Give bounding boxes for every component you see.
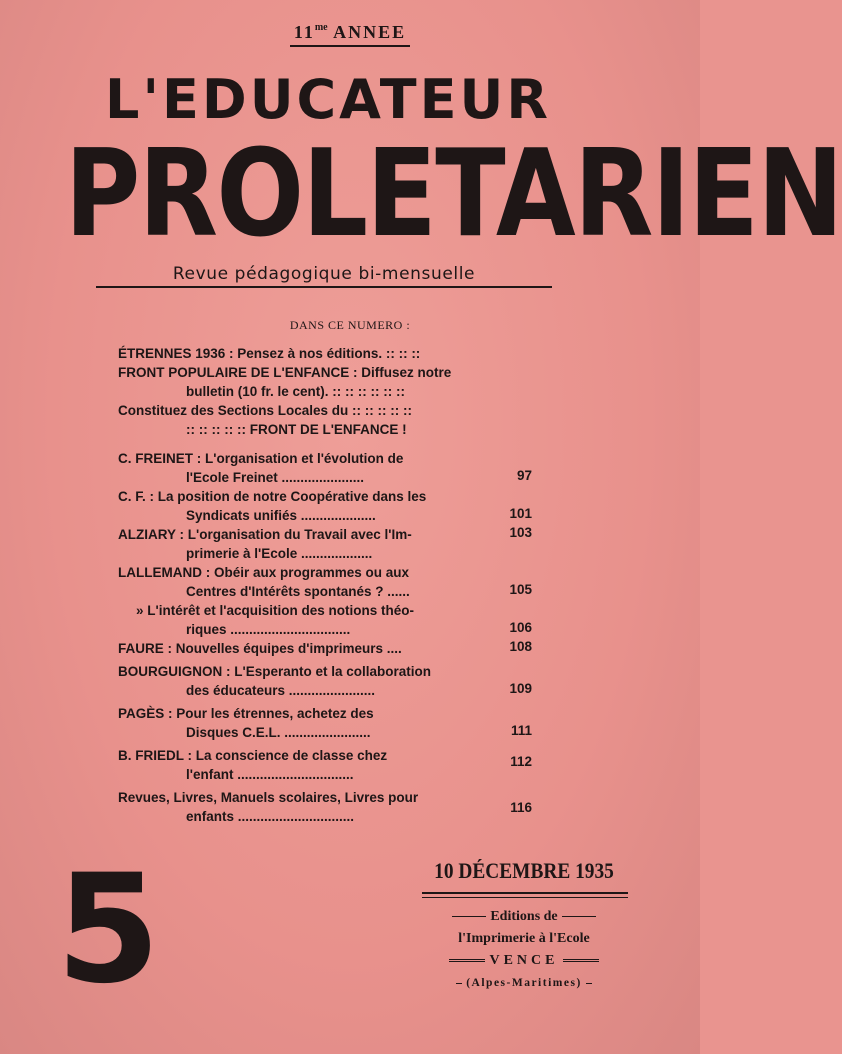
announcement-line: ÉTRENNES 1936 : Pensez à nos éditions. :: :: :: (118, 346, 421, 361)
toc-entry-line1: Revues, Livres, Manuels scolaires, Livres pour (118, 790, 419, 805)
toc-entry-page: 109 (509, 681, 532, 696)
toc-entry (118, 449, 538, 487)
toc-entry-page: 105 (509, 582, 532, 597)
year-label (0, 22, 700, 47)
toc-entry (118, 601, 538, 639)
issue-date: 10 DÉCEMBRE 1935 (434, 858, 614, 883)
toc-entry-line1: PAGÈS : Pour les étrennes, achetez des (118, 706, 374, 721)
announcement-line: Constituez des Sections Locales du :: :: :: :: :: (118, 403, 413, 418)
toc-entry-line1: C. F. : La position de notre Coopérative dans les (118, 489, 427, 504)
toc-entry (118, 746, 538, 784)
toc-entry-page: 97 (516, 468, 532, 483)
toc-entry-line2: des éducateurs ....................... (186, 683, 376, 698)
year-number: 11 (293, 22, 315, 42)
announcement-line: bulletin (10 fr. le cent). :: :: :: :: :: :: (186, 384, 405, 399)
toc-entry-line2: l'Ecole Freinet ...................... (186, 470, 365, 485)
year-suffix: me (314, 22, 328, 33)
publisher-city: VENCE (489, 953, 559, 968)
toc-entry-line2: primerie à l'Ecole ................... (186, 546, 373, 561)
toc-entry-line2: riques ................................ (186, 622, 351, 637)
toc-entry-page: 108 (509, 639, 532, 654)
toc-entry-line1: FAURE : Nouvelles équipes d'imprimeurs .... (118, 641, 402, 656)
toc-entry-line2: l'enfant ............................... (186, 767, 354, 782)
announcement-line: :: :: :: :: :: FRONT DE L'ENFANCE ! (186, 422, 407, 437)
toc-entry (118, 639, 538, 658)
toc-entry-line2: Syndicats unifiés .................... (186, 508, 376, 523)
toc-entry-page: 106 (509, 620, 532, 635)
subtitle: Revue pédagogique bi-mensuelle (96, 264, 552, 288)
toc-entry (118, 662, 538, 700)
title-line-2: PROLETARIEN (64, 125, 842, 264)
announcement-line: FRONT POPULAIRE DE L'ENFANCE : Diffusez notre (118, 365, 452, 380)
toc-entry (118, 788, 538, 826)
toc-entry-page: 101 (509, 506, 532, 521)
toc-entry (118, 525, 538, 563)
toc-entry-line1: B. FRIEDL : La conscience de classe chez (118, 748, 388, 763)
publisher-line2: l'Imprimerie à l'Ecole (458, 931, 590, 946)
publisher-line1: Editions de (490, 909, 558, 924)
toc-entry-page: 111 (510, 723, 532, 738)
toc-entry-page: 103 (509, 525, 532, 540)
divider (422, 892, 628, 898)
toc-entry-line1: LALLEMAND : Obéir aux programmes ou aux (118, 565, 410, 580)
year-word: ANNEE (333, 22, 407, 42)
toc-entry-page: 116 (510, 800, 532, 815)
publisher-block (418, 906, 630, 994)
toc-heading: DANS CE NUMERO : (289, 318, 411, 332)
toc-entry-line1: C. FREINET : L'organisation et l'évolution de (118, 451, 404, 466)
toc-entry-line1: » L'intérêt et l'acquisition des notions théo- (136, 603, 414, 618)
issue-number: 5 (56, 843, 161, 1017)
toc-entry (118, 704, 538, 742)
publisher-region: (Alpes-Maritimes) (466, 977, 582, 989)
toc-entry (118, 487, 538, 525)
toc-entry-page: 112 (510, 754, 532, 769)
toc-entry-line2: Disques C.E.L. ....................... (186, 725, 371, 740)
toc-entry-line1: BOURGUIGNON : L'Esperanto et la collaboration (118, 664, 431, 679)
toc-entry (118, 563, 538, 601)
table-of-contents (118, 344, 538, 826)
toc-entry-line1: ALZIARY : L'organisation du Travail avec l'Im- (118, 527, 412, 542)
title-line-1: L'EDUCATEUR (105, 68, 551, 131)
toc-entry-line2: enfants ............................... (186, 809, 355, 824)
toc-entry-line2: Centres d'Intérêts spontanés ? ...... (186, 584, 410, 599)
